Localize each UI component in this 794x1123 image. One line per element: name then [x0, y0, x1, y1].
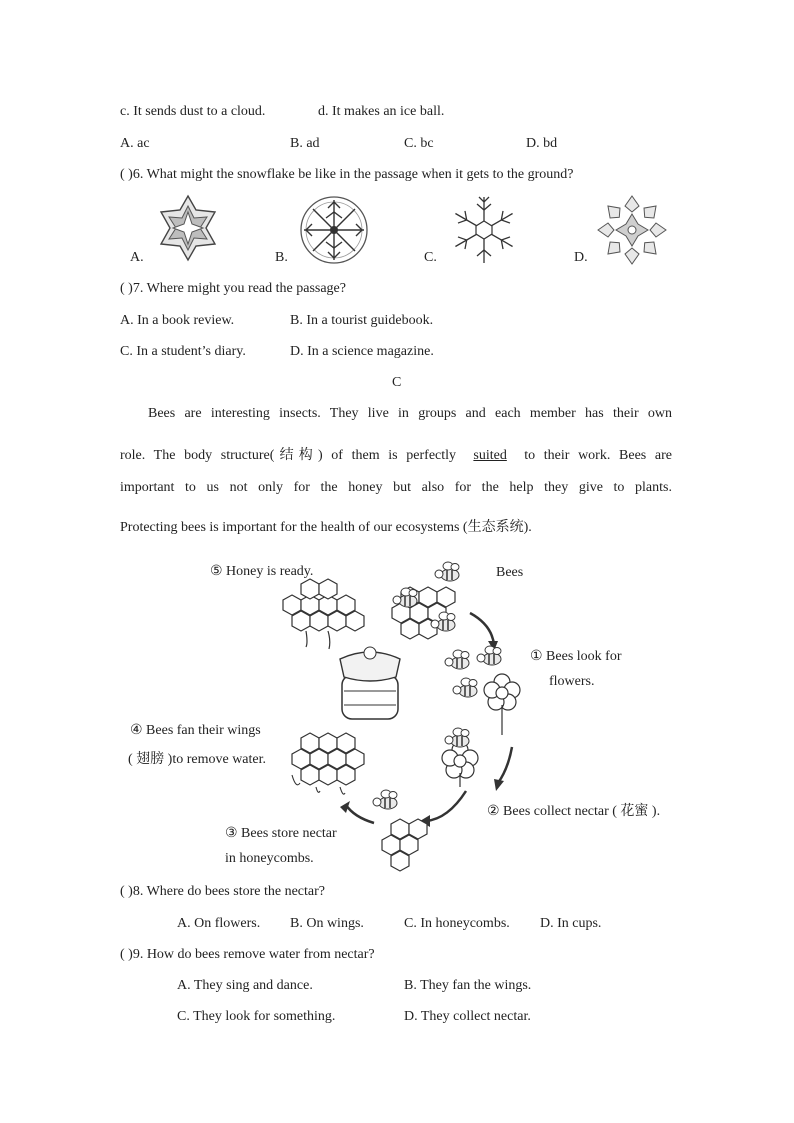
section-heading: C: [392, 375, 402, 390]
q5-answer-a: A. ac: [120, 136, 150, 151]
q9-option-c: C. They look for something.: [177, 1009, 336, 1024]
step-4-caption-line1: ④ Bees fan their wings: [130, 723, 261, 738]
passage-chinese-gloss: 结构: [274, 447, 318, 463]
q5-option-d: d. It makes an ice ball.: [318, 104, 445, 119]
q5-answer-b: B. ad: [290, 136, 320, 151]
step-3-caption-line2: in honeycombs.: [225, 851, 314, 866]
snowflake-d-image: [596, 194, 668, 266]
passage-line-1: Bees are interesting insects. They live in groups and each member has their own: [148, 406, 672, 421]
q6-label-c: C.: [424, 250, 437, 265]
q5-answer-c: C. bc: [404, 136, 434, 151]
q6-stem: ( )6. What might the snowflake be like in the passage when it gets to the ground?: [120, 167, 574, 182]
q5-answer-d: D. bd: [526, 136, 558, 151]
q7-option-a: A. In a book review.: [120, 313, 235, 328]
passage-line-3: important to us not only for the honey but also for the help they give to plants.: [120, 480, 672, 495]
passage-chinese-gloss: 生态系统: [467, 519, 524, 535]
q6-label-d: D.: [574, 250, 588, 265]
step-2-caption: ② Bees collect nectar ( 花蜜 ).: [487, 804, 661, 819]
snowflake-c-image: [448, 194, 520, 266]
q8-option-c: C. In honeycombs.: [404, 916, 510, 931]
step-3-caption-line1: ③ Bees store nectar: [225, 826, 337, 841]
passage-text: to their work. Bees are: [524, 448, 672, 463]
passage-line-4: [120, 516, 532, 536]
q8-option-d: D. In cups.: [540, 916, 602, 931]
q7-option-c: C. In a student’s diary.: [120, 344, 246, 359]
q6-label-b: B.: [275, 250, 288, 265]
q7-option-b: B. In a tourist guidebook.: [290, 313, 434, 328]
q9-option-b: B. They fan the wings.: [404, 978, 532, 993]
snowflake-b-image: [298, 194, 370, 266]
q9-stem: ( )9. How do bees remove water from nectar?: [120, 947, 375, 962]
passage-text: role. The body structure(: [120, 448, 275, 463]
passage-text: ) of them is perfectly: [317, 448, 457, 463]
step-1-caption-line2: flowers.: [549, 674, 595, 689]
q5-option-c: c. It sends dust to a cloud.: [120, 104, 266, 119]
step-1-caption-line1: ① Bees look for: [530, 649, 622, 664]
q7-stem: ( )7. Where might you read the passage?: [120, 281, 346, 296]
passage-text: Protecting bees is important for the health of our ecosystems (: [120, 520, 468, 535]
q8-option-b: B. On wings.: [290, 916, 364, 931]
q7-option-d: D. In a science magazine.: [290, 344, 434, 359]
q6-label-a: A.: [130, 250, 144, 265]
underlined-word: suited: [473, 448, 507, 463]
q9-option-d: D. They collect nectar.: [404, 1009, 531, 1024]
q8-stem: ( )8. Where do bees store the nectar?: [120, 884, 325, 899]
q8-option-a: A. On flowers.: [177, 916, 261, 931]
step-5-caption: ⑤ Honey is ready.: [210, 564, 314, 579]
step-4-caption-line2: ( 翅膀 )to remove water.: [128, 752, 267, 767]
passage-line-2: [120, 444, 672, 464]
bees-label: Bees: [496, 565, 524, 580]
passage-text: ).: [523, 520, 532, 535]
snowflake-a-image: [154, 194, 222, 262]
q9-option-a: A. They sing and dance.: [177, 978, 313, 993]
